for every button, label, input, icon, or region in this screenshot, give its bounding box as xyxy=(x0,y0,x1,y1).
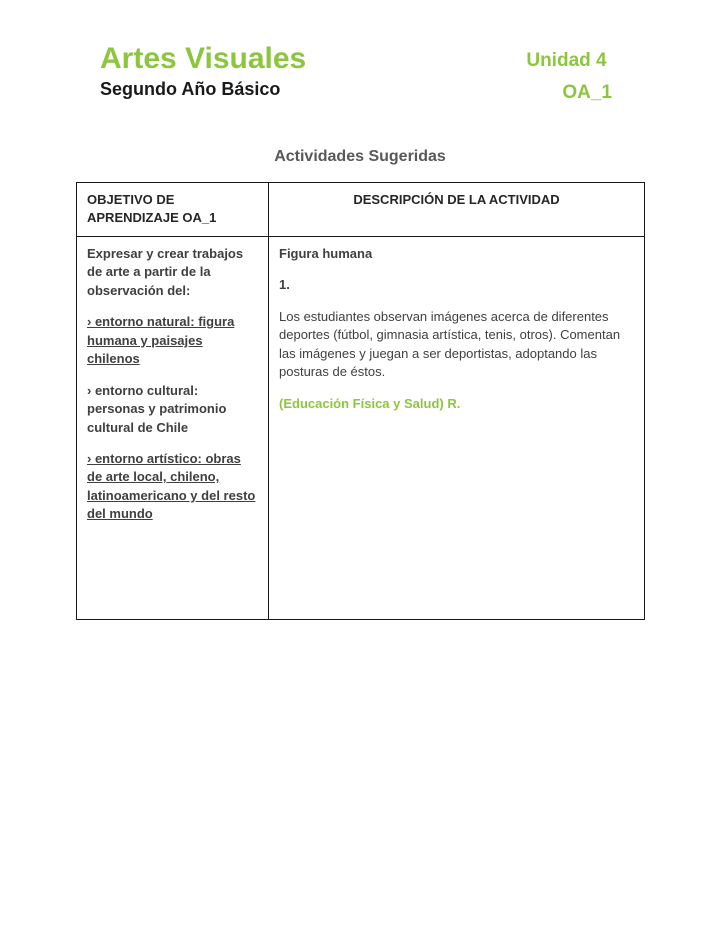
objective-intro: Expresar y crear trabajos de arte a partir de la observación del: xyxy=(87,245,244,298)
activity-cell xyxy=(269,236,645,619)
page-header xyxy=(100,42,612,104)
objective-cell xyxy=(77,236,269,619)
column-header-objective: OBJETIVO DE APRENDIZAJE OA_1 xyxy=(77,183,269,237)
document-title: Artes Visuales xyxy=(100,42,307,75)
column-header-description: DESCRIPCIÓN DE LA ACTIVIDAD xyxy=(269,183,645,237)
table-body-row xyxy=(77,236,645,619)
section-title: Actividades Sugeridas xyxy=(274,148,446,165)
unit-label: Unidad 4 xyxy=(526,50,607,71)
oa-label: OA_1 xyxy=(562,81,612,103)
header-right xyxy=(526,42,612,104)
table-header-row xyxy=(77,183,645,237)
objective-bullet-natural: › entorno natural: figura humana y paisajes chilenos xyxy=(87,314,235,367)
activity-heading: Figura humana xyxy=(279,245,373,261)
activity-subject-note: (Educación Física y Salud) R. xyxy=(279,395,461,411)
document-subtitle: Segundo Año Básico xyxy=(100,79,281,99)
objective-bullet-artistic: › entorno artístico: obras de arte local, chileno, latinoamericano y del resto del mundo xyxy=(87,450,256,522)
objective-bullet-cultural: › entorno cultural: personas y patrimonio cultural de Chile xyxy=(87,382,227,435)
activities-table xyxy=(76,182,645,620)
activity-paragraph: Los estudiantes observan imágenes acerca de diferentes deportes (fútbol, gimnasia artística, tenis, otros). Comentan las imágenes y juegan a ser deportistas, adoptando las posturas de éstos. xyxy=(279,308,621,380)
activity-number: 1. xyxy=(279,277,290,293)
header-left xyxy=(100,42,306,100)
